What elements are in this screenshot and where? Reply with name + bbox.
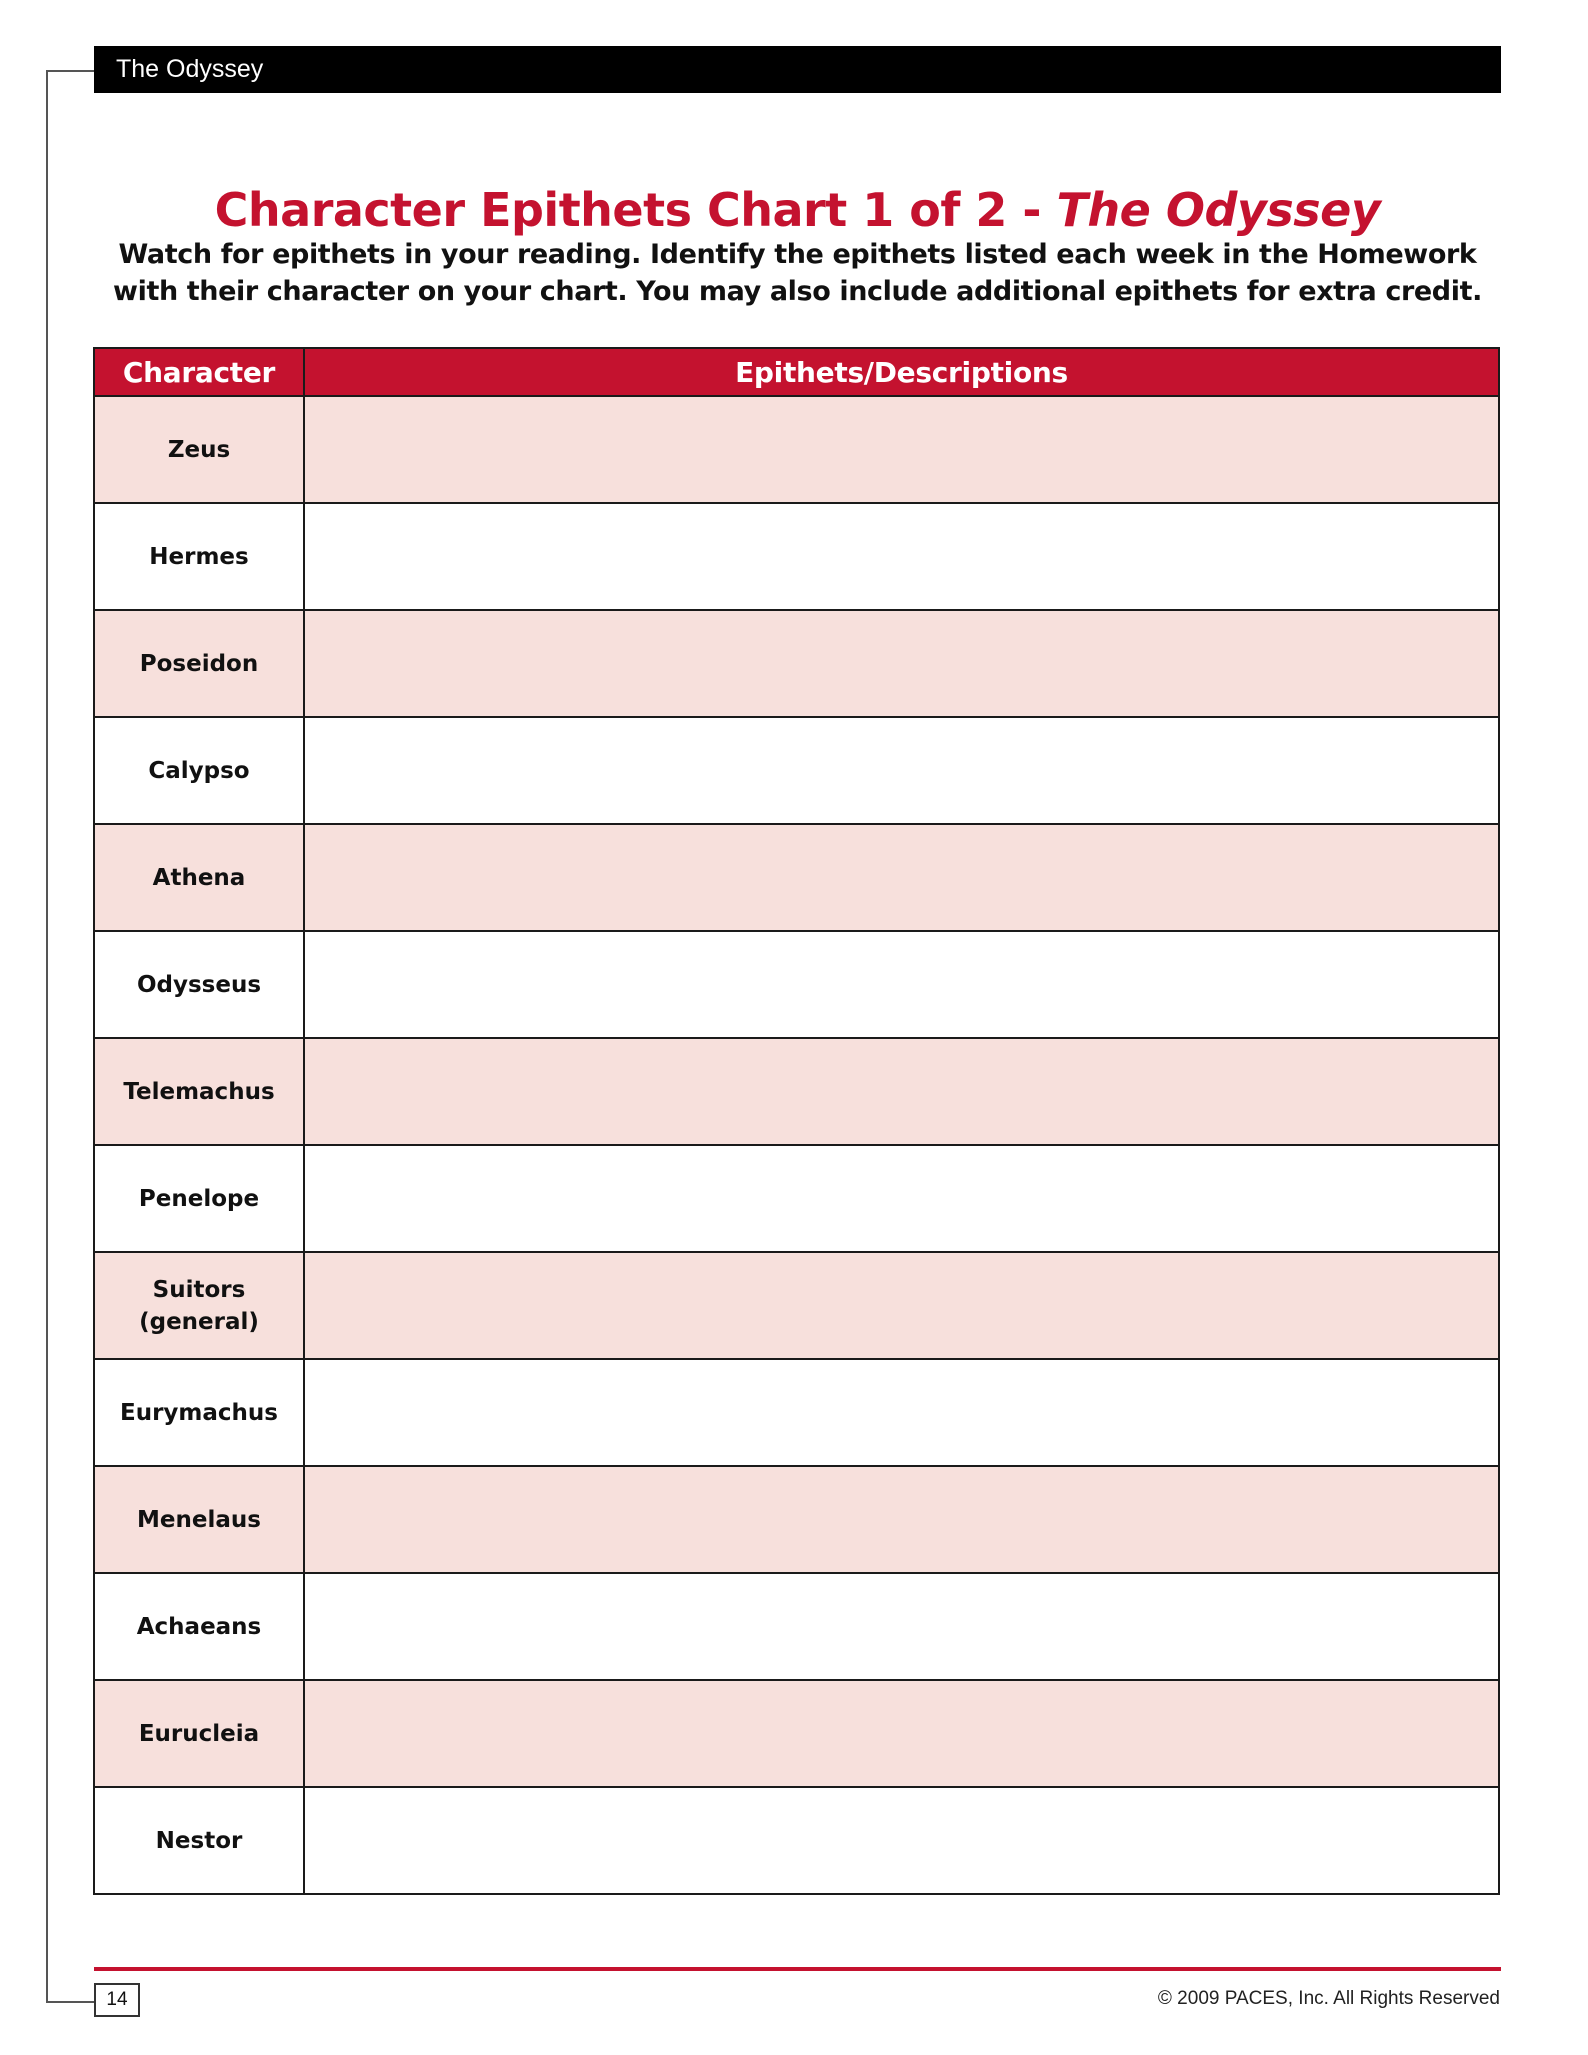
epithets-entry-cell[interactable]: [304, 610, 1499, 717]
table-row: [94, 610, 1499, 717]
character-name: Eurucleia: [138, 1720, 260, 1747]
running-header: [94, 46, 1501, 93]
table-row: [94, 1680, 1499, 1787]
character-name: Suitors (general): [139, 1276, 259, 1335]
character-name: Athena: [152, 864, 246, 891]
character-name: Eurymachus: [120, 1399, 278, 1426]
character-name-cell: [94, 1359, 304, 1466]
character-name: Zeus: [167, 436, 231, 463]
epithets-chart-table: [93, 347, 1500, 1895]
table-row: [94, 1359, 1499, 1466]
character-name-cell: [94, 931, 304, 1038]
epithets-entry-cell[interactable]: [304, 717, 1499, 824]
character-name-cell: [94, 1466, 304, 1573]
column-header-epithets: Epithets/Descriptions: [304, 348, 1499, 396]
page-number: 14: [94, 1983, 140, 2017]
page-title: [94, 180, 1501, 240]
epithets-entry-cell[interactable]: [304, 1038, 1499, 1145]
character-name: Menelaus: [137, 1506, 261, 1533]
epithets-entry-cell[interactable]: [304, 931, 1499, 1038]
column-header-character: Character: [94, 348, 304, 396]
epithets-entry-cell[interactable]: [304, 1252, 1499, 1359]
page-title-main: Character Epithets Chart 1 of 2 -: [214, 183, 1057, 237]
epithets-entry-cell[interactable]: [304, 1145, 1499, 1252]
copyright-notice: © 2009 PACES, Inc. All Rights Reserved: [1157, 1988, 1500, 2009]
character-name-cell: [94, 610, 304, 717]
running-header-title: The Odyssey: [116, 55, 264, 83]
character-name: Poseidon: [139, 650, 259, 677]
character-name: Nestor: [155, 1827, 243, 1854]
table-row: [94, 1573, 1499, 1680]
character-name-cell: [94, 824, 304, 931]
character-name: Penelope: [138, 1185, 260, 1212]
character-name-cell: [94, 1573, 304, 1680]
page-bracket-line: [46, 70, 94, 2003]
epithets-entry-cell[interactable]: [304, 396, 1499, 503]
epithets-entry-cell[interactable]: [304, 503, 1499, 610]
epithets-entry-cell[interactable]: [304, 1359, 1499, 1466]
character-name-cell: [94, 1038, 304, 1145]
table-row: [94, 1466, 1499, 1573]
character-name-cell: [94, 1252, 304, 1359]
table-body: [94, 396, 1499, 1894]
epithets-entry-cell[interactable]: [304, 1466, 1499, 1573]
table-row: [94, 1038, 1499, 1145]
table-row: [94, 396, 1499, 503]
character-name: Calypso: [148, 757, 250, 784]
epithets-entry-cell[interactable]: [304, 1680, 1499, 1787]
character-name-cell: [94, 1145, 304, 1252]
table-row: [94, 503, 1499, 610]
character-name: Telemachus: [123, 1078, 275, 1105]
instructions-text: Watch for epithets in your reading. Identify the epithets listed each week in the Homework with their character on your chart. You may also include additional epithets for extra credit.: [113, 239, 1482, 307]
character-name-cell: [94, 503, 304, 610]
table-header-row: [94, 348, 1499, 396]
character-name: Odysseus: [136, 971, 262, 998]
table-row: [94, 1252, 1499, 1359]
table-row: [94, 1145, 1499, 1252]
epithets-entry-cell[interactable]: [304, 1573, 1499, 1680]
footer-rule: [94, 1967, 1501, 1971]
table-row: [94, 717, 1499, 824]
epithets-entry-cell[interactable]: [304, 824, 1499, 931]
table-row: [94, 931, 1499, 1038]
character-name-cell: [94, 396, 304, 503]
character-name-cell: [94, 717, 304, 824]
table-row: [94, 824, 1499, 931]
character-name: Achaeans: [136, 1613, 262, 1640]
epithets-entry-cell[interactable]: [304, 1787, 1499, 1894]
table-row: [94, 1787, 1499, 1894]
page-title-italic: The Odyssey: [1056, 183, 1381, 237]
character-name-cell: [94, 1787, 304, 1894]
character-name: Hermes: [149, 543, 249, 570]
character-name-cell: [94, 1680, 304, 1787]
